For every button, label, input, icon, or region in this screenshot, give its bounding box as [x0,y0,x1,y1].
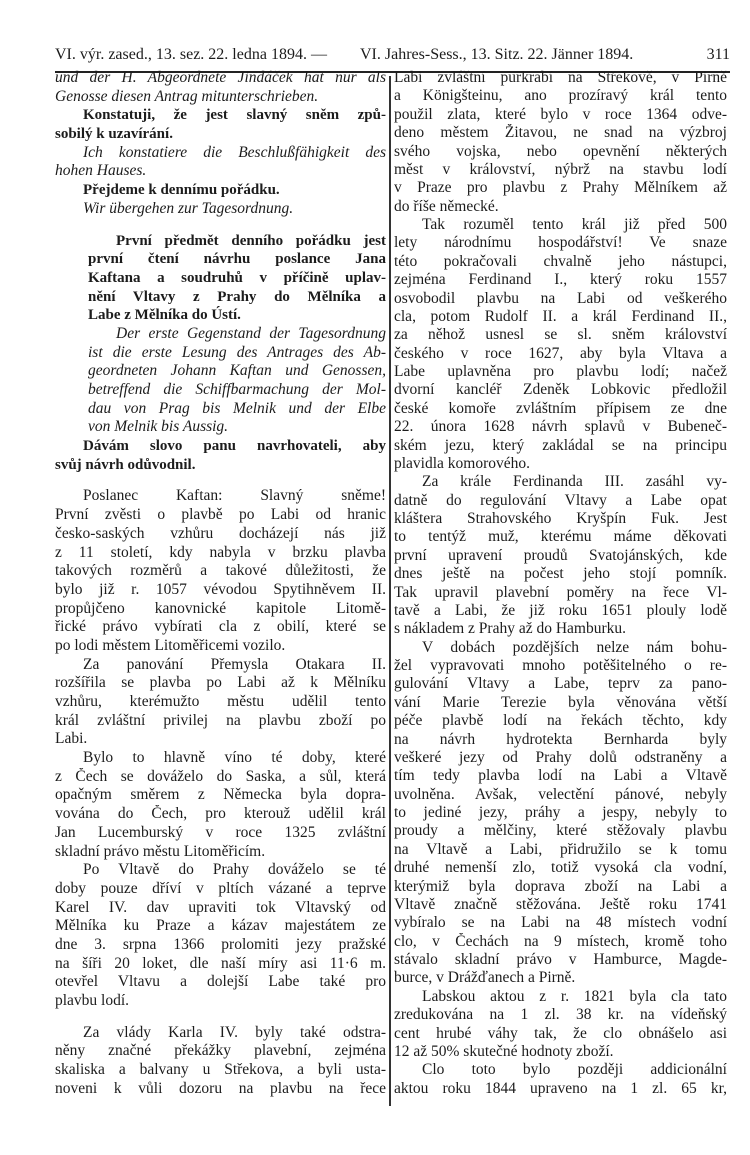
header-german: VI. Jahres-Sess., 13. Sitz. 22. Jänner 1894. [360,46,634,63]
text-line: plavidla komorového. [394,454,531,472]
text-line: bylo již r. 1057 vévodou Spytihněvem II. [55,580,386,598]
text-line: geordneten Johann Kaftan und Genossen, [88,362,386,380]
text-line: z 11 století, kdy nabyla v brzku plavba [55,543,386,561]
text-line: první upravení proudů Svatojánských, kde [394,546,727,564]
text-line: řické právo vybírati cla z obilí, které se [55,618,386,636]
text-line: kláštera Strahovského Kryšpín Fuk. Jest [394,510,727,527]
text-line: Poslanec Kaftan: Slavný sněme! [83,487,386,505]
text-line: Karel IV. dav upraviti tok Vltavský od [55,898,386,916]
text-line: Der erste Gegenstand der Tagesordnung [116,324,386,342]
text-line: na návrh hydrotekta Bernharda byly [394,730,727,748]
text-line: takových rozměrů a takové důležitosti, že [55,562,386,580]
text-line: z Čech se dováželo do Saska, a sůl, která [55,767,386,785]
text-line: Za panování Přemysla Otakara II. [83,655,386,673]
paragraph [394,639,727,988]
text-line: ském jezu, který zakládal se na principu [394,436,727,454]
text-line: českého v roce 1627, aby byla Vltava a [394,344,727,362]
text-line: Bylo to hlavně víno té doby, které [83,749,386,767]
text-line: Labe z Mělníka do Ústí. [88,307,241,324]
text-line: proudy a mělčiny, které stěžovaly plavbu [394,822,727,840]
text-line: plavbu lodí. [55,992,130,1009]
text-line: této pokračovali chvalně jeho nástupci, [394,252,727,270]
text-line: Tak rozuměl tento král již před 500 [422,216,727,233]
text-line: s nákladem z Prahy až do Hamburku. [394,620,627,638]
text-line: to jediné jezy, práhy a jespy, nebyly to [394,804,727,821]
column-divider [389,76,391,1106]
text-line: noveni k vůli dozoru na plavbu na řece [55,1079,386,1097]
text-line: cent hrubé váhy tak, že clo obnášelo asi [394,1024,727,1042]
text-line: po lodi městem Litoměřicemi vozilo. [55,636,286,654]
text-line: skladní právo městu Litoměřicím. [55,842,266,860]
text-line: dnes ještě na počest jeho stojí pomník. [394,565,727,583]
paragraph [55,1024,386,1099]
text-line: svého vojska, nebo opevnění některých [394,142,727,160]
text-line: rozšířila se plavba po Labi až k Mělníku [55,674,386,692]
text-line: česko-saských vzhůru docházejí nás již [55,524,386,542]
text-line: něny značné překážky plavební, zejména [55,1042,386,1060]
header-czech: VI. výr. zased., 13. sez. 22. ledna 1894. — [55,46,327,63]
text-line: 22. února 1628 návrh splavů v Bubeneč- [394,418,727,436]
text-line: skaliska a balvany u Střekova, a byli usta- [55,1061,386,1079]
text-line: První předmět denního pořádku jest [116,232,386,249]
paragraph [55,861,386,1011]
paragraph [55,181,386,200]
text-line: na Vltavě a Labi, přidružilo se k tomu [394,840,727,858]
text-line: opačným směrem z Německa byla dopra- [55,786,386,804]
text-line: tavě a Labi, že již roku 1651 plouly lodě [394,601,727,619]
text-line: osvobodil plavbu na Labi od veškerého [394,289,727,307]
paragraph [394,69,727,216]
text-line: druhé nemenší zlo, totiž vysoká cla vodní, [394,859,727,877]
text-line: za něhož usnesl se sl. sněm království [394,326,727,344]
text-line: deno městem Žitavou, ne snad na výzbroj [394,124,727,142]
text-line: otevřel Vltavu a dolejší Labe také pro [55,973,386,991]
paragraph [394,216,727,473]
text-line: stávalo skladní právo v Hamburce, Magde- [394,951,727,968]
paragraph [55,106,386,143]
text-line: Labi zvláštní purkrabí na Střekově, v Pirně [394,69,727,86]
text-line: v Praze pro plavbu z Prahy Mělníkem až [394,179,727,197]
text-line: dvorní kancléř Zdeněk Lobkovic předložil [394,381,727,399]
text-line: české komoře zvláštním přípisem ze dne [394,399,727,417]
text-line: kterýmiž byla doprava zboží na Labi a [394,877,727,895]
text-line: Za vlády Karla IV. byly také odstra- [83,1023,386,1041]
text-line: dne 3. srpna 1366 prolomiti jezy pražské [55,935,386,953]
text-line: Za krále Ferdinanda III. zasáhl vy- [422,473,727,491]
text-line: datně do regulování Vltavy a Labe opat [394,491,727,509]
text-line: první čtení návrhu poslance Jana [88,251,386,268]
text-line: Po Vltavě do Prahy dováželo se té [83,861,386,879]
text-line: péče plavbě lodí na řekách těchto, kdy [394,712,727,730]
text-line: cla, potom Rudolf II. a král Ferdinand II., [394,307,727,325]
paragraph [55,487,386,655]
text-line: vybíralo se na Labi na 48 místech vodní [394,914,727,932]
paragraph [394,473,727,638]
text-line: do říše německé. [394,197,499,215]
text-line: král zvláštní privilej na plavbu zboží po [55,711,386,729]
right-column [394,69,727,1098]
text-line: nění Vltavy z Prahy do Mělníka a [88,288,386,305]
paragraph [55,69,386,106]
text-line: Labe uplavněna pro plavbu lodí; načež [394,363,727,380]
text-line: gulování Vltavy a Labe, teprv za pano- [394,675,727,693]
running-header [55,46,730,68]
paragraph [88,232,386,325]
left-column [55,69,386,1098]
text-line: Genosse diesen Antrag mitunterschrieben. [55,87,319,105]
paragraph [55,200,386,219]
text-line: Konstatuji, že jest slavný sněm způ- [83,107,386,124]
text-line: Vltavě značně stěžována. Ještě roku 1741 [394,895,727,913]
text-line: betreffend die Schiffbarmachung der Mol- [88,381,386,398]
text-line: Jan Lucemburský v roce 1325 zvláštní [55,823,386,841]
text-line: Ich konstatiere die Beschlußfähigkeit des [83,143,386,161]
paragraph [394,1061,727,1098]
text-line: Labi. [55,730,88,748]
text-line: svůj návrh odůvodnil. [55,456,196,473]
text-line: Wir übergehen zur Tagesordnung. [83,199,294,217]
paragraph [55,437,386,474]
paragraph [55,144,386,181]
text-line: Přejdeme k dennímu pořádku. [83,182,280,199]
paragraph [55,749,386,861]
text-line: propůjčeno kanovnické kapitole Litomě- [55,599,386,617]
text-line: Kaftana a soudruhů v příčině uplav- [88,269,386,286]
paragraph [394,988,727,1062]
text-line: Labskou aktou z r. 1821 byla cla tato [422,987,727,1005]
text-line: von Melnik bis Aussig. [88,418,229,436]
text-line: Clo toto bylo později addicionální [422,1061,727,1079]
text-line: tím tedy plavba lodí na Labi a Vltavě [394,767,727,785]
text-line: hohen Hauses. [55,162,147,180]
text-line: aktou roku 1844 upraveno na 1 zl. 65 kr, [394,1079,727,1097]
text-line: zredukována na 1 zl. 38 kr. na vídeňský [394,1006,727,1024]
text-line: na šíři 20 loket, dle naší míry asi 11·6 m. [55,954,386,972]
text-line: zejména Ferdinand I., který roku 1557 [394,271,727,289]
text-line: použil zlata, které bylo v roce 1364 odve- [394,105,727,123]
text-line: Tak upravil plavební poměry na řece Vl- [394,583,727,601]
text-line: vována do Čech, pro kterouž udělil král [55,805,386,823]
text-line: sobilý k uzavírání. [55,126,173,143]
text-line: uvolněna. Avšak, velectění pánové, nebyly [394,785,727,803]
text-line: a Königšteinu, ano prozíravý král tento [394,87,727,105]
page-number: 311 [706,46,730,63]
text-line: První zvěsti o plavbě po Labi od hranic [55,506,386,524]
text-line: 12 až 50% skutečné hodnoty zboží. [394,1042,614,1060]
paragraph [88,325,386,437]
text-line: dau von Prag bis Melnik und der Elbe [88,399,386,417]
text-line: to tentýž muž, kterému máme děkovati [394,528,727,546]
text-line: burce, v Drážďanech a Pirně. [394,969,576,987]
text-line: Dávám slovo panu navrhovateli, aby [83,438,386,455]
text-line: Mělníka ku Praze a kázav majestátem ze [55,917,386,935]
text-line: měst v království, nýbrž na stavbu lodí [394,160,727,178]
text-line: ist die erste Lesung des Antrages des Ab- [88,343,386,361]
text-line: clo, v Čechách na 9 místech, kromě toho [394,932,727,950]
text-line: vání Marie Terezie byla věnována větší [394,693,727,711]
text-line: žel vypravovati mnoho potěšitelného o re- [394,657,727,674]
text-line: V dobách pozdějších nelze nám bohu- [422,638,727,656]
text-line: vzhůru, kterémužto městu udělil tento [55,693,386,710]
text-line: doby pouze dříví v pltích vázané a teprve [55,879,386,897]
text-line: veškeré jezy od Prahy dolů odstraněny a [394,748,727,766]
text-line: lety národnímu hospodářství! Ve snaze [394,234,727,252]
paragraph [55,656,386,749]
text-line: und der H. Abgeordnete Jindáček hat nur als [55,69,386,86]
